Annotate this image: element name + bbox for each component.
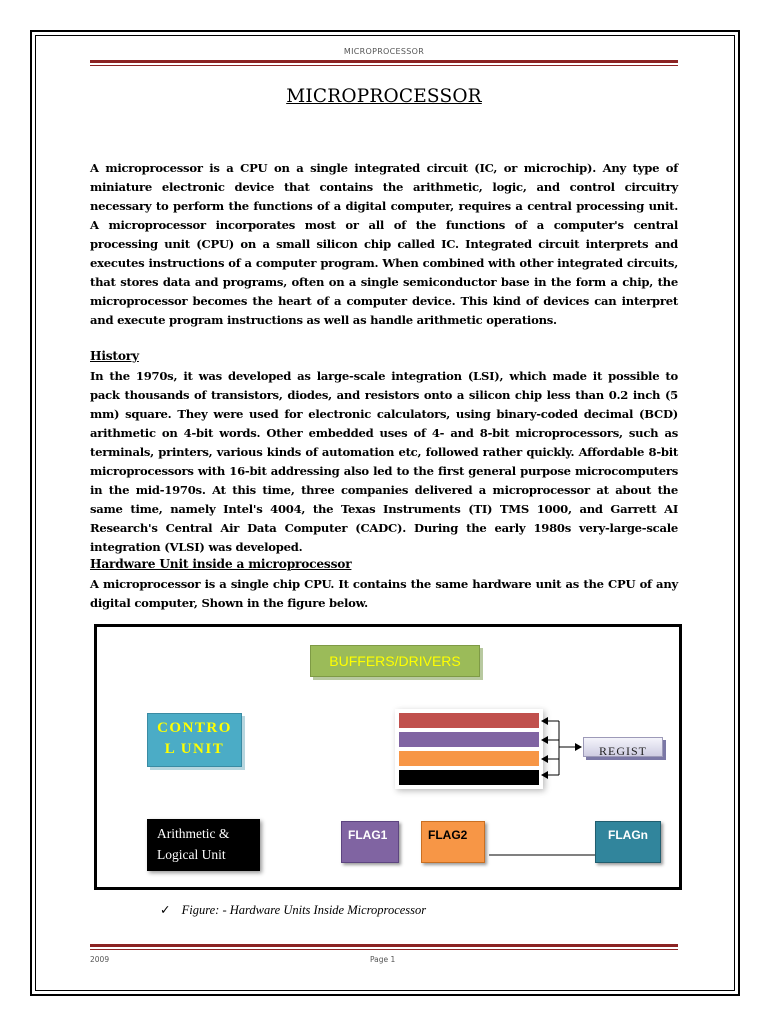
control-unit-box: CONTRO L UNIT [147,713,242,767]
flagn-box: FLAGn [595,821,661,863]
flag2-box: FLAG2 [421,821,485,863]
alu-box: Arithmetic & Logical Unit [147,819,260,871]
buffers-drivers-box: BUFFERS/DRIVERS [310,645,480,677]
figure-caption [160,902,426,918]
page-title: MICROPROCESSOR [286,86,482,107]
header-rule-thin [90,65,678,66]
footer-rule-thin [90,949,678,950]
intro-paragraph: A microprocessor is a CPU on a single integrated circuit (IC, or microchip). Any type of miniature electronic device that contains the arithmetic, logic, and control circuitry necessary to perform the functions of a digital computer, requires a central processing unit. A microprocessor incorporates most or all of the functions of a computer's central processing unit (CPU) on a small silicon chip called IC. Integrated circuit interprets and executes instructions of a computer program. When combined with other integrated circuits, that stores data and programs, often on a single semiconductor base in the form a chip, the microprocessor becomes the heart of a computer device. This kind of devices can interpret and execute program instructions as well as handle arithmetic operations. [90,161,678,327]
footer-page-number: Page 1 [370,955,396,964]
checkmark-icon: ✓ [160,903,171,917]
history-heading: History [90,349,139,363]
footer-year: 2009 [90,955,110,964]
running-header: MICROPROCESSOR [343,47,425,56]
hardware-figure [94,624,682,890]
history-paragraph: In the 1970s, it was developed as large-scale integration (LSI), which made it possible to pack thousands of transistors, diodes, and resistors onto a silicon chip less than 0.2 inch (5 mm) square. They were used for electronic calculators, using binary-coded decimal (BCD) arithmetic on 4-bit words. Other embedded uses of 4- and 8-bit microprocessors, such as terminals, printers, various kinds of automation etc, followed rather quickly. Affordable 8-bit microprocessors with 16-bit addressing also led to the first general purpose microcomputers in the mid-1970s. At this time, three companies delivered a microprocessor at about the same time, namely Intel's 4004, the Texas Instruments (TI) TMS 1000, and Garrett AI Research's Central Air Data Computer (CADC). During the early 1980s very-large-scale integration (VLSI) was developed. [90,369,678,554]
flag1-box: FLAG1 [341,821,399,863]
caption-text: Figure: - Hardware Units Inside Microprocessor [181,903,427,917]
header-rule-thick [90,60,678,63]
hardware-paragraph: A microprocessor is a single chip CPU. It contains the same hardware unit as the CPU of any digital computer, Shown in the figure below. [90,577,678,610]
register-box: REGIST [583,737,663,757]
footer-rule-thick [90,944,678,947]
hardware-heading: Hardware Unit inside a microprocessor [90,557,352,571]
